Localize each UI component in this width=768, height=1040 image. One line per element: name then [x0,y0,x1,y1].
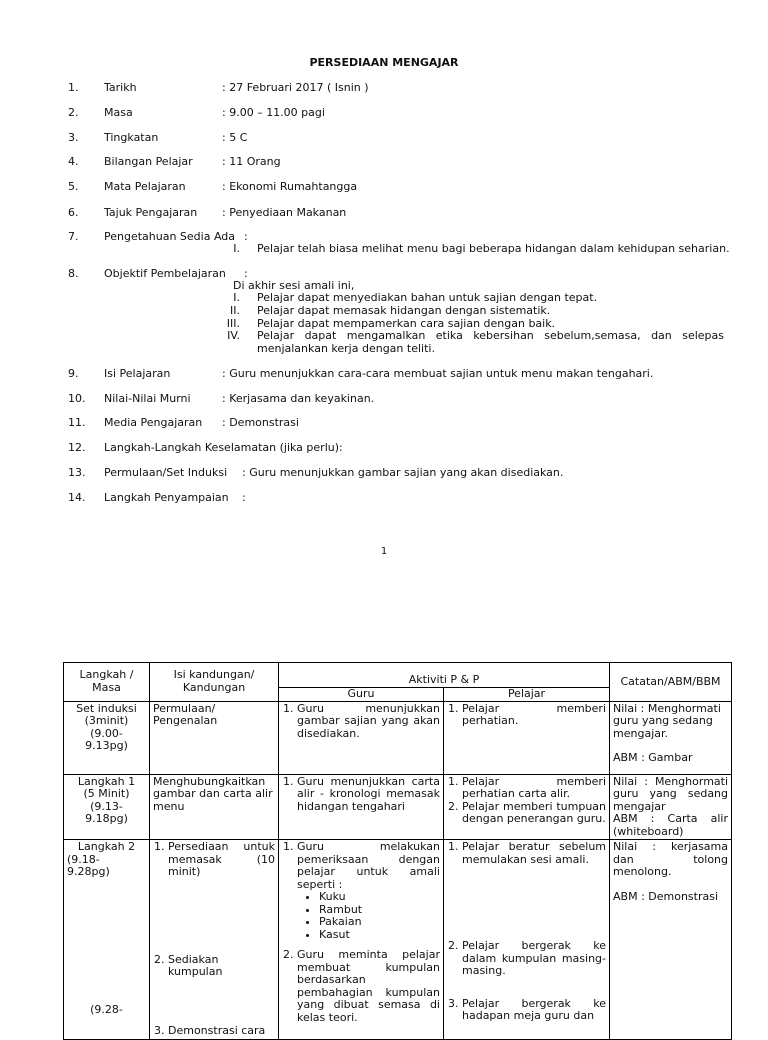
table-header-row [64,663,732,688]
isi-line: Pengenalan [153,714,218,727]
item-number: 4. [68,155,79,168]
langkah-line: (9.28- [90,1002,123,1016]
header-catatan: Catatan/ABM/BBM [610,663,732,702]
header-isi-kandungan: Isi kandungan/ Kandungan [150,663,279,702]
header-langkah: Langkah / Masa [64,663,150,702]
pelajar-activity: 1. Pelajar memberi perhatian carta alir. [462,776,606,801]
item-label: Mata Pelajaran [104,180,186,193]
item-value: : 9.00 – 11.00 pagi [222,106,325,119]
objektif-numeral: IV. [227,329,240,342]
item-value: : Kerjasama dan keyakinan. [222,392,375,405]
langkah-line: (9.18- [67,852,100,866]
objektif-point: Pelajar dapat mengamalkan etika kebersihan sebelum,semasa, dan selepas [257,329,724,342]
catatan-nilai: Nilai : Menghormati guru yang sedang mengajar. [613,701,721,740]
item-value: : Guru menunjukkan cara-cara membuat sajian untuk menu makan tengahari. [222,367,654,380]
pelajar-activity: 2. Pelajar memberi tumpuan dengan penerangan guru. [462,801,606,826]
langkah-line: 9.13pg) [85,739,128,752]
catatan-nilai: Nilai : kerjasama dan tolong menolong. [613,840,729,878]
item-label: Langkah Penyampaian [104,491,229,504]
item-value: : 11 Orang [222,155,281,168]
pelajar-activity: 3. Pelajar bergerak ke hadapan meja guru dan [462,998,606,1023]
item-label: Isi Pelajaran [104,367,171,380]
item-number: 12. [68,441,86,454]
item-label: Tajuk Pengajaran [104,206,198,219]
table-row [64,840,732,1040]
pelajar-activity: 2. Pelajar bergerak ke dalam kumpulan masing-masing. [462,940,606,978]
cell-pelajar [444,774,610,840]
item-number: 11. [68,416,86,429]
bullet-item: • Rambut [319,904,440,917]
item-label: Langkah-Langkah Keselamatan (jika perlu): [104,441,343,454]
catatan-abm: ABM : Gambar [613,751,693,764]
item-value: : 27 Februari 2017 ( Isnin ) [222,81,369,94]
objektif-point: Pelajar dapat memasak hidangan dengan sistematik. [257,304,551,317]
item-label: Pengetahuan Sedia Ada [104,230,236,243]
item-number: 9. [68,367,79,380]
bullet-item: • Pakaian [319,916,440,929]
item-number: 6. [68,206,79,219]
item-label: Tingkatan [104,131,159,144]
cell-isi [150,774,279,840]
item-number: 14. [68,491,86,504]
pelajar-activity: 1. Pelajar beratur sebelum memulakan sesi amali. [462,841,606,866]
item-number: 8. [68,267,79,280]
cell-guru [279,840,444,1040]
isi-item: 3. Demonstrasi cara [168,1025,275,1038]
cell-isi [150,840,279,1040]
pengetahuan-text: Pelajar telah biasa melihat menu bagi beberapa hidangan dalam kehidupan seharian. [257,242,730,255]
catatan-abm: ABM : Carta alir (whiteboard) [613,812,729,838]
item-number: 7. [68,230,79,243]
isi-text: Menghubungkaitkan gambar dan carta alir menu [153,774,273,813]
objektif-numeral: I. [233,291,240,304]
objektif-numeral: III. [226,317,240,330]
objektif-numeral: II. [230,304,240,317]
item-label: Objektif Pembelajaran [104,267,226,280]
pelajar-activity: 1. Pelajar memberi perhatian. [462,703,606,728]
guru-activity: 1. Guru menunjukkan gambar sajian yang akan disediakan. [297,703,440,741]
guru-activity: 2. Guru meminta pelajar membuat kumpulan berdasarkan pembahagian kumpulan yang dibuat semasa di kelas teori. [297,949,440,1024]
langkah-line: 9.28pg) [67,865,110,878]
cell-langkah [64,840,150,1040]
item-number: 10. [68,392,86,405]
cell-guru [279,774,444,840]
langkah-line: (3minit) [84,714,129,727]
item-label: Masa [104,106,133,119]
cell-isi [150,701,279,774]
header-aktiviti: Aktiviti P & P [279,663,610,688]
item-value: : Penyediaan Makanan [222,206,347,219]
item-value: : [244,267,248,280]
page-title: PERSEDIAAN MENGAJAR [309,56,459,69]
header-pelajar: Pelajar [444,688,610,702]
item-value: : Ekonomi Rumahtangga [222,180,358,193]
header-guru: Guru [279,688,444,702]
item-label: Media Pengajaran [104,416,203,429]
langkah-line: Set induksi [76,701,137,715]
cell-catatan [610,701,732,774]
item-value: : [244,230,248,243]
item-label: Permulaan/Set Induksi [104,466,228,479]
langkah-line: (5 Minit) [83,787,130,800]
item-label: Nilai-Nilai Murni [104,392,191,405]
pengetahuan-numeral: I. [233,242,240,255]
item-number: 2. [68,106,79,119]
isi-item: 1. Persediaan untuk memasak (10 minit) [168,841,275,879]
table-row [64,701,732,774]
langkah-line: 9.18pg) [85,812,128,825]
objektif-intro: Di akhir sesi amali ini, [233,279,355,292]
langkah-line: Langkah 1 [77,774,136,788]
cell-catatan [610,774,732,840]
item-number: 5. [68,180,79,193]
catatan-abm: ABM : Demonstrasi [613,889,719,903]
cell-guru [279,701,444,774]
bullet-item: • Kasut [319,929,440,942]
table-row [64,774,732,840]
page-number: 1 [380,546,388,557]
item-number: 3. [68,131,79,144]
objektif-point: Pelajar dapat menyediakan bahan untuk sajian dengan tepat. [257,291,598,304]
bullet-item: • Kuku [319,891,440,904]
cell-catatan [610,840,732,1040]
objektif-point: Pelajar dapat mempamerkan cara sajian dengan baik. [257,317,556,330]
catatan-nilai: Nilai : Menghormati guru yang sedang mengajar [613,774,729,813]
langkah-line: Langkah 2 [77,840,136,853]
cell-pelajar [444,840,610,1040]
langkah-line: (9.00- [90,726,123,740]
aktiviti-table [63,662,732,1040]
langkah-line: (9.13- [90,799,123,813]
item-value: : [242,491,246,504]
isi-line: Permulaan/ [153,701,216,715]
isi-item: 2. Sediakan kumpulan [168,954,275,979]
item-label: Bilangan Pelajar [104,155,193,168]
item-label: Tarikh [104,81,137,94]
item-value: : 5 C [222,131,248,144]
guru-activity: 1. Guru menunjukkan carta alir - kronologi memasak hidangan tengahari [297,776,440,814]
cell-langkah [64,701,150,774]
item-number: 1. [68,81,79,94]
item-value: : Guru menunjukkan gambar sajian yang akan disediakan. [242,466,564,479]
guru-activity-text: 1. Guru melakukan pemeriksaan dengan pelajar untuk amali seperti : [297,840,440,891]
item-number: 13. [68,466,86,479]
item-value: : Demonstrasi [222,416,299,429]
cell-pelajar [444,701,610,774]
objektif-point-continued: menjalankan kerja dengan teliti. [257,342,435,355]
guru-activity [297,841,440,941]
cell-langkah [64,774,150,840]
